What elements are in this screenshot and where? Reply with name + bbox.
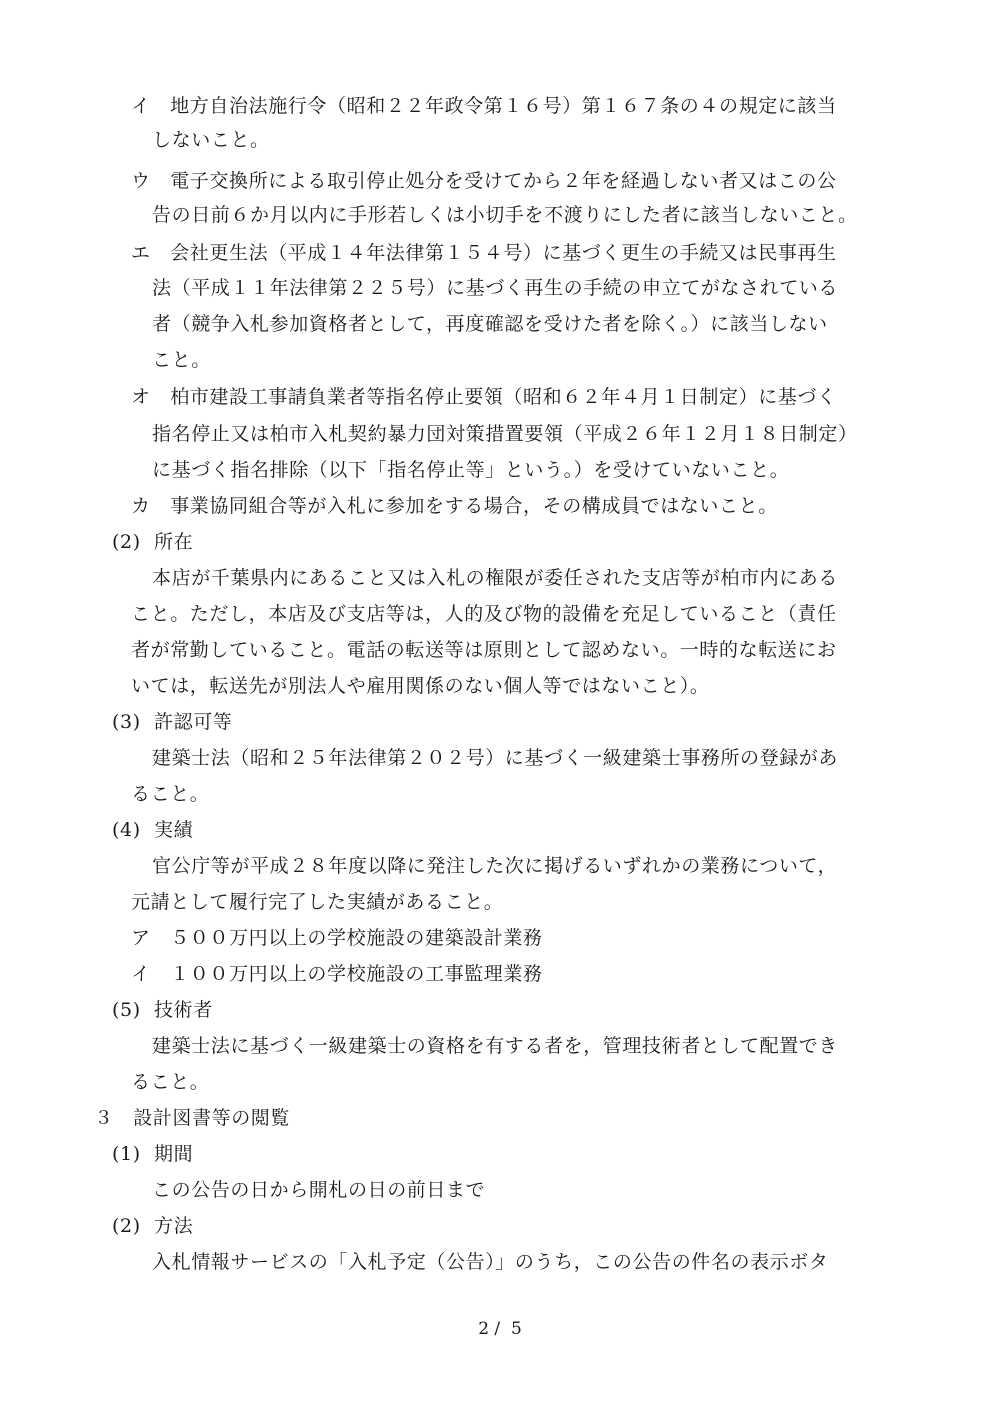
chapter-heading: ３ 設計図書等の閲覧	[94, 1107, 291, 1129]
text-line: この公告の日から開札の日の前日まで	[152, 1179, 486, 1201]
section-heading: (1) 期間	[112, 1143, 194, 1165]
text-line: 者（競争入札参加資格者として，再度確認を受けた者を除く。）に該当しない	[152, 313, 828, 335]
list-item: ア ５００万円以上の学校施設の建築設計業務	[131, 927, 543, 949]
text-line: ること。	[131, 1071, 210, 1093]
text-line: イ 地方自治法施行令（昭和２２年政令第１６号）第１６７条の４の規定に該当	[131, 95, 837, 117]
section-heading: (4) 実績	[112, 819, 194, 841]
page-number: 2 / 5	[478, 1319, 522, 1339]
text-line: こと。	[152, 349, 211, 371]
text-line: 法（平成１１年法律第２２５号）に基づく再生の手続の申立てがなされている	[152, 277, 839, 299]
text-line: 入札情報サービスの「入札予定（公告）」のうち，この公告の件名の表示ボタ	[152, 1251, 829, 1273]
text-line: 元請として履行完了した実績があること。	[131, 891, 504, 913]
section-heading: (5) 技術者	[112, 999, 213, 1021]
section-heading: (3) 許認可等	[112, 711, 233, 733]
text-line: オ 柏市建設工事請負業者等指名停止要領（昭和６２年４月１日制定）に基づく	[131, 386, 837, 408]
text-line: ること。	[131, 783, 210, 805]
text-line: 官公庁等が平成２８年度以降に発注した次に掲げるいずれかの業務について，	[152, 855, 838, 877]
text-line: ウ 電子交換所による取引停止処分を受けてから２年を経過しない者又はこの公	[131, 170, 837, 192]
text-line: いては，転送先が別法人や雇用関係のない個人等ではないこと）。	[131, 675, 710, 697]
text-line: 告の日前６か月以内に手形若しくは小切手を不渡りにした者に該当しないこと。	[152, 204, 858, 226]
section-heading: (2) 方法	[112, 1215, 194, 1237]
section-heading: (2) 所在	[112, 531, 194, 553]
text-line: しないこと。	[152, 129, 270, 151]
text-line: カ 事業協同組合等が入札に参加をする場合，その構成員ではないこと。	[131, 495, 778, 517]
text-line: 本店が千葉県内にあること又は入札の権限が委任された支店等が柏市内にある	[152, 567, 839, 589]
text-line: 指名停止又は柏市入札契約暴力団対策措置要領（平成２６年１２月１８日制定）	[152, 423, 858, 445]
text-line: 建築士法（昭和２５年法律第２０２号）に基づく一級建築士事務所の登録があ	[152, 747, 839, 769]
text-line: こと。ただし，本店及び支店等は，人的及び物的設備を充足していること（責任	[131, 603, 837, 625]
text-line: 建築士法に基づく一級建築士の資格を有する者を，管理技術者として配置でき	[152, 1035, 839, 1057]
text-line: に基づく指名排除（以下「指名停止等」という。）を受けていないこと。	[152, 459, 790, 481]
text-line: エ 会社更生法（平成１４年法律第１５４号）に基づく更生の手続又は民事再生	[131, 242, 837, 264]
text-line: 者が常勤していること。電話の転送等は原則として認めない。一時的な転送にお	[131, 639, 837, 661]
list-item: イ １００万円以上の学校施設の工事監理業務	[131, 963, 543, 985]
